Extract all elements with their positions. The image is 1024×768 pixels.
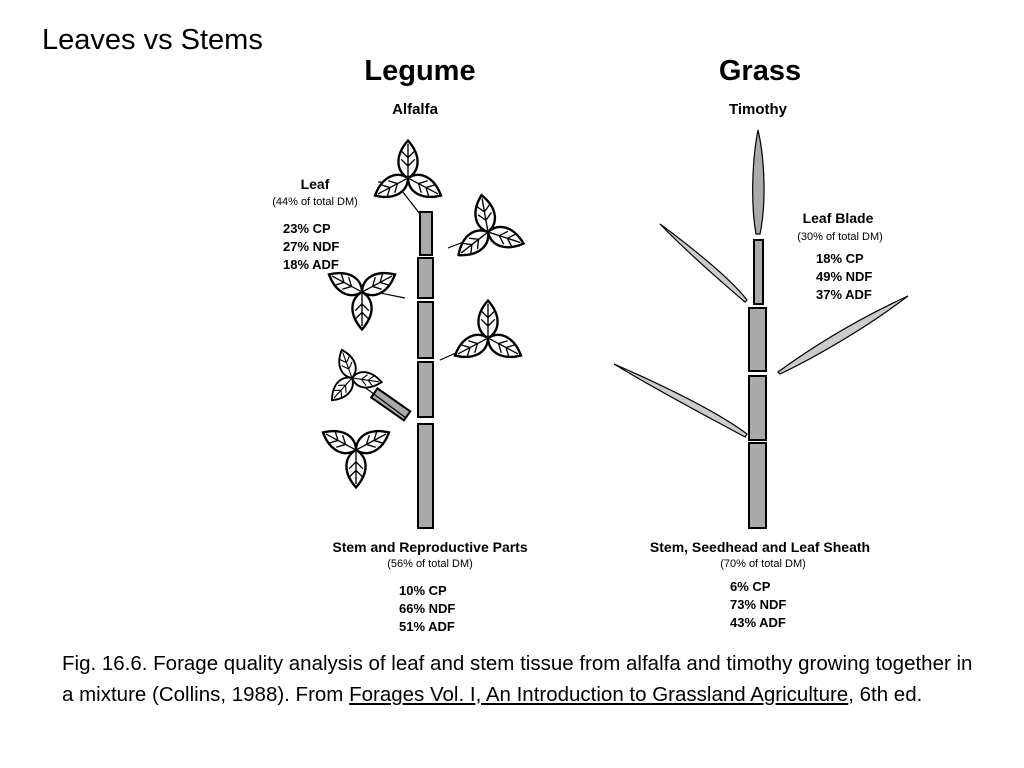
grass-species-label: Timothy xyxy=(728,101,788,118)
figure-caption xyxy=(62,648,982,710)
grass-leaf-cp: 18% CP xyxy=(816,251,864,266)
grass-stem-cp: 6% CP xyxy=(730,579,771,594)
grass-stem-stats xyxy=(730,578,786,632)
caption-book-title: Forages Vol. I, An Introduction to Grassland Agriculture xyxy=(349,683,849,706)
caption-edition: , 6th ed. xyxy=(848,683,923,706)
grass-stem-ndf: 73% NDF xyxy=(730,597,787,612)
legume-heading: Legume xyxy=(364,55,476,87)
legume-stem-share: (56% of total DM) xyxy=(387,558,473,570)
legume-leaf-adf: 18% ADF xyxy=(283,257,339,272)
grass-stem-label: Stem, Seedhead and Leaf Sheath xyxy=(649,539,871,555)
slide-title: Leaves vs Stems xyxy=(42,24,263,56)
legume-stem-label: Stem and Reproductive Parts xyxy=(332,539,528,555)
grass-heading: Grass xyxy=(718,55,802,87)
legume-leaf-label: Leaf xyxy=(300,176,330,192)
grass-leaf-ndf: 49% NDF xyxy=(816,269,873,284)
legume-leaf-cp: 23% CP xyxy=(283,221,331,236)
alfalfa-stem xyxy=(371,212,433,528)
legume-stem-stats xyxy=(399,582,455,636)
grass-leaf-stats xyxy=(816,250,872,304)
timothy-stem xyxy=(749,240,766,528)
legume-leaf-stats xyxy=(283,220,339,274)
grass-leaf-share: (30% of total DM) xyxy=(797,231,883,243)
legume-stem-ndf: 66% NDF xyxy=(399,601,456,616)
grass-leaf-label: Leaf Blade xyxy=(802,210,874,226)
legume-stem-cp: 10% CP xyxy=(399,583,447,598)
caption-text: Fig. 16.6. Forage quality analysis of leaf and stem tissue from alfalfa and timothy growing together in a mixture (Collins, 1988). From xyxy=(62,652,973,706)
grass-stem-share: (70% of total DM) xyxy=(720,558,806,570)
legume-stem-adf: 51% ADF xyxy=(399,619,455,634)
grass-stem-adf: 43% ADF xyxy=(730,615,786,630)
legume-leaf-share: (44% of total DM) xyxy=(272,196,358,208)
grass-leaf-adf: 37% ADF xyxy=(816,287,872,302)
legume-leaf-ndf: 27% NDF xyxy=(283,239,340,254)
legume-species-label: Alfalfa xyxy=(392,101,438,118)
